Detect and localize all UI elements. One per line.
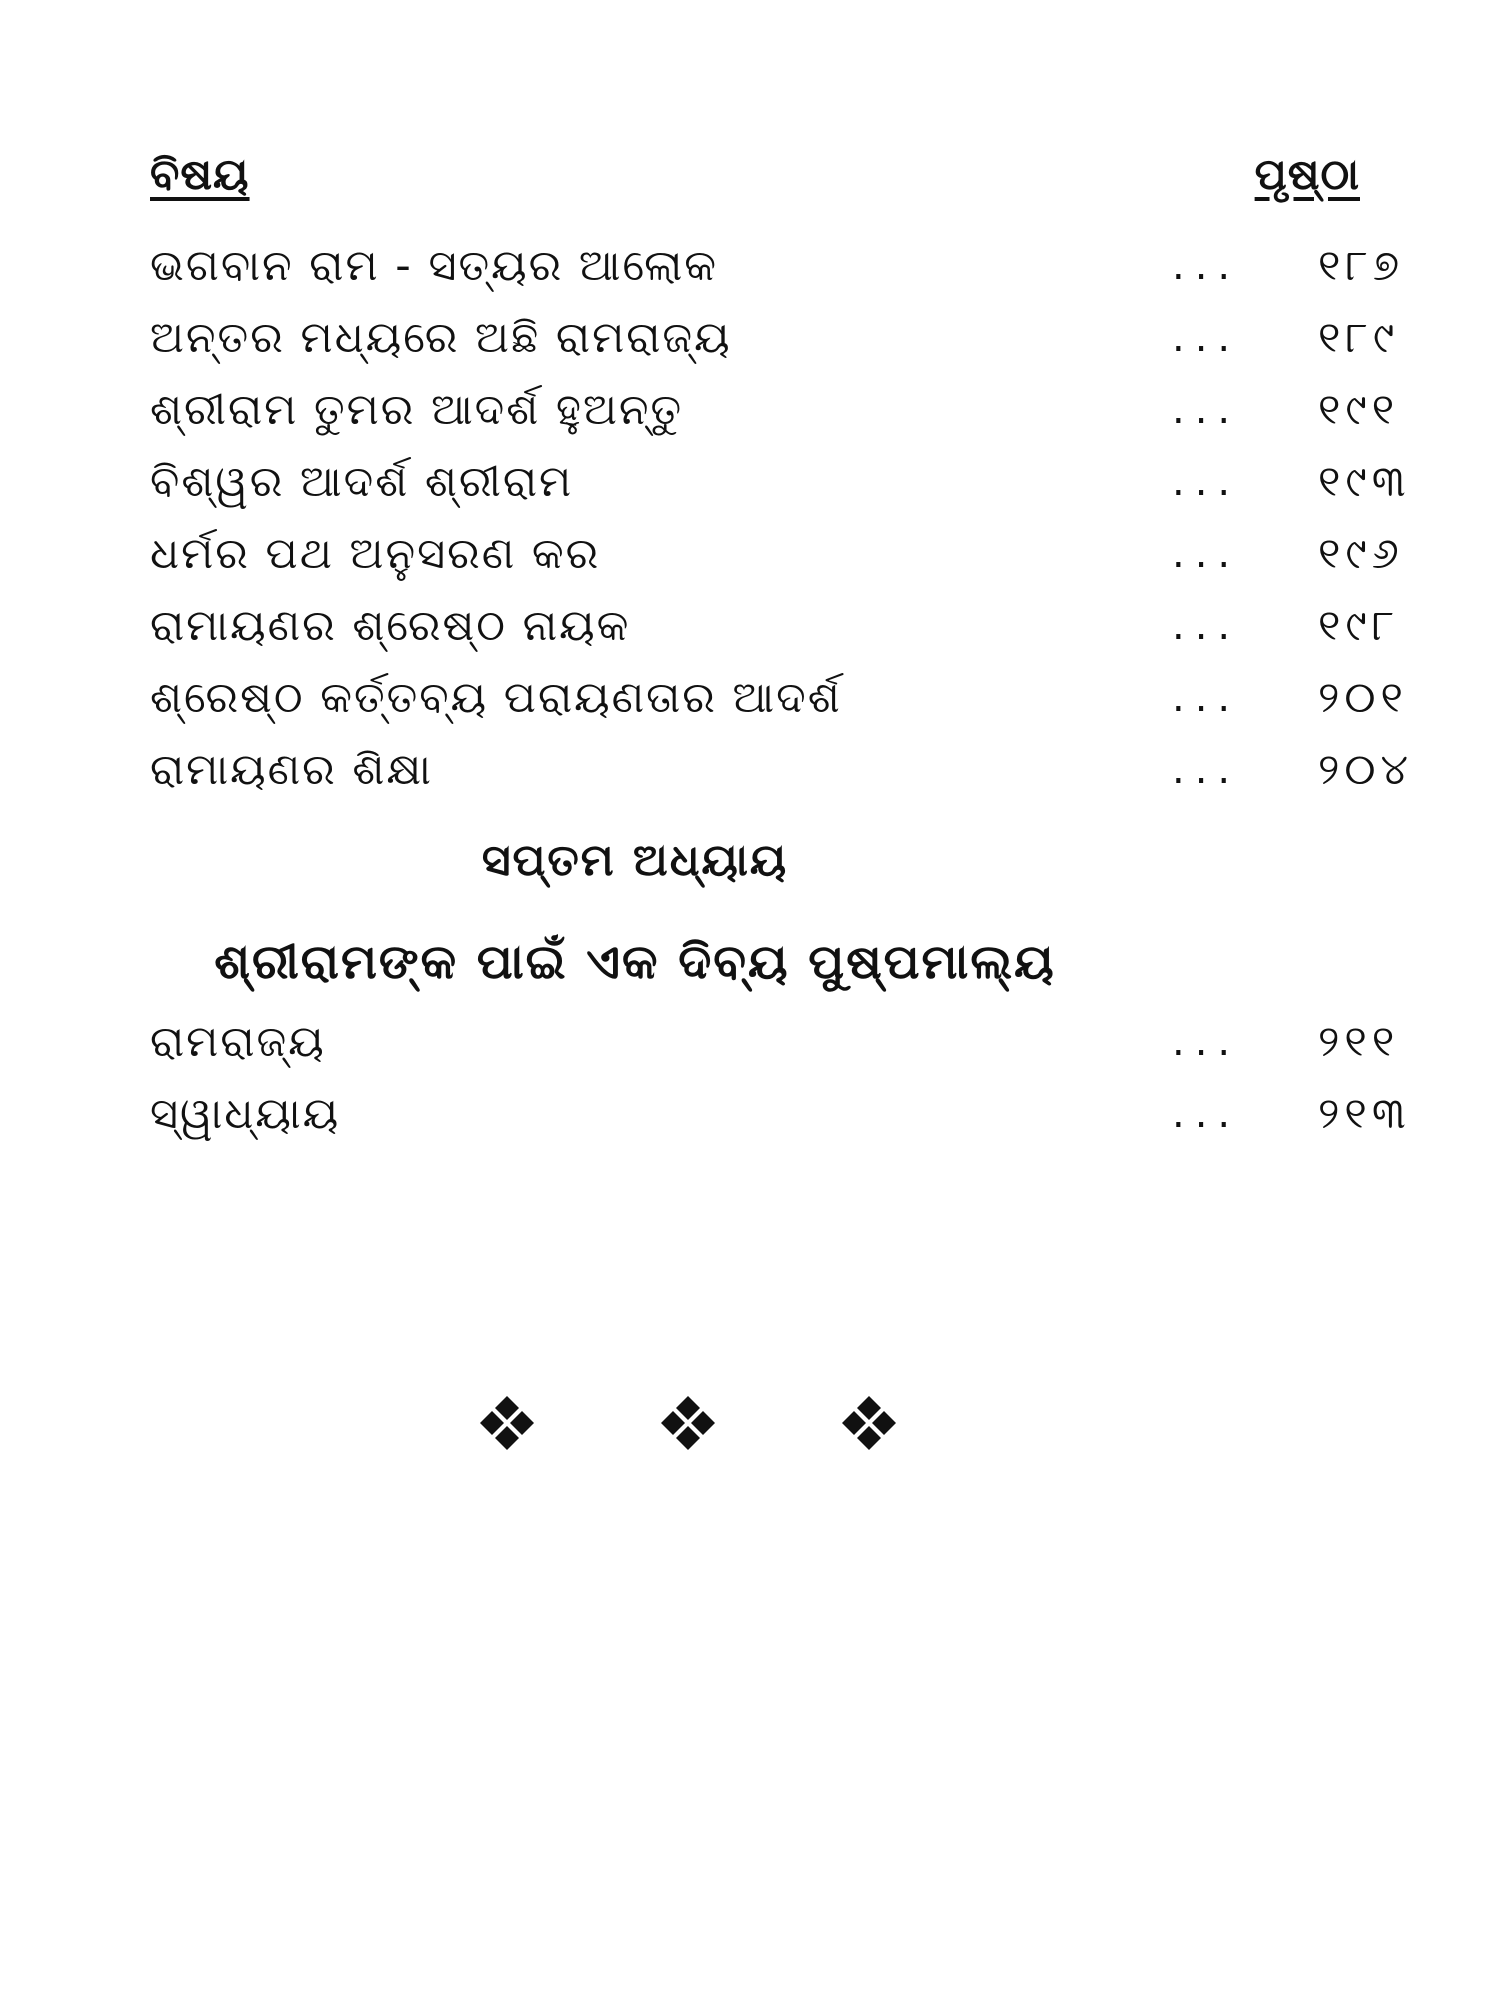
toc-list-first — [150, 236, 1450, 812]
subject-heading: ବିଷୟ — [150, 150, 250, 200]
diamond-cluster-icon — [840, 1394, 898, 1452]
toc-entry-page-number: ୨୦୪ — [1318, 745, 1414, 795]
toc-entry — [150, 524, 1450, 596]
toc-entry — [150, 668, 1450, 740]
chapter-label: ସପ୍ତମ ଅଧ୍ୟାୟ — [481, 835, 789, 886]
toc-list-second — [150, 1012, 1450, 1156]
toc-entry-page-number: ୧୮୭ — [1318, 241, 1405, 291]
toc-entry — [150, 596, 1450, 668]
toc-entry-page-number: ୨୧୩ — [1318, 1089, 1411, 1139]
toc-entry-page-number: ୧୮୯ — [1318, 313, 1400, 363]
toc-entry-page-number: ୧୯୮ — [1318, 601, 1400, 651]
ornament-row — [478, 1394, 918, 1454]
toc-entry-title: ଶ୍ରୀରାମ ତୁମର ଆଦର୍ଶ ହୁଅନ୍ତୁ — [150, 385, 684, 435]
toc-entry-title: ରାମାୟଣର ଶ୍ରେଷ୍ଠ ନାୟକ — [150, 601, 631, 651]
toc-entry-title: ଧର୍ମର ପଥ ଅନୁସରଣ କର — [150, 529, 601, 579]
toc-entry-leader: ... — [1172, 675, 1241, 721]
toc-entry-title: ଭଗବାନ ରାମ - ସତ୍ୟର ଆଲୋକ — [150, 241, 719, 291]
toc-entry-title: ଶ୍ରେଷ୍ଠ କର୍ତ୍ତବ୍ୟ ପରାୟଣତାର ଆଦର୍ଶ — [150, 673, 842, 723]
toc-entry — [150, 1012, 1450, 1084]
toc-entry-leader: ... — [1172, 243, 1241, 289]
toc-entry-page-number: ୨୧୧ — [1318, 1017, 1400, 1067]
toc-entry — [150, 452, 1450, 524]
toc-entry-page-number: ୨୦୧ — [1318, 673, 1408, 723]
toc-entry-title: ସ୍ୱାଧ୍ୟାୟ — [150, 1089, 341, 1139]
toc-entry — [150, 380, 1450, 452]
diamond-cluster-icon — [478, 1394, 536, 1452]
toc-entry-page-number: ୧୯୩ — [1318, 457, 1411, 507]
page-heading: ପୃଷ୍ଠା — [1254, 150, 1360, 200]
toc-entry-page-number: ୧୯୧ — [1318, 385, 1400, 435]
toc-entry — [150, 308, 1450, 380]
toc-entry-title: ଅନ୍ତର ମଧ୍ୟରେ ଅଛି ରାମରାଜ୍ୟ — [150, 313, 732, 363]
toc-header — [150, 150, 1360, 210]
toc-entry-leader: ... — [1172, 531, 1241, 577]
toc-entry-title: ବିଶ୍ୱର ଆଦର୍ଶ ଶ୍ରୀରାମ — [150, 457, 574, 507]
toc-entry-leader: ... — [1172, 1019, 1241, 1065]
toc-entry — [150, 1084, 1450, 1156]
toc-entry-leader: ... — [1172, 315, 1241, 361]
toc-entry-page-number: ୧୯୬ — [1318, 529, 1404, 579]
diamond-cluster-icon — [659, 1394, 717, 1452]
toc-entry-leader: ... — [1172, 747, 1241, 793]
toc-entry — [150, 236, 1450, 308]
toc-entry — [150, 740, 1450, 812]
toc-entry-leader: ... — [1172, 603, 1241, 649]
toc-entry-title: ରାମାୟଣର ଶିକ୍ଷା — [150, 745, 433, 795]
toc-entry-title: ରାମରାଜ୍ୟ — [150, 1017, 326, 1067]
toc-entry-leader: ... — [1172, 1091, 1241, 1137]
toc-entry-leader: ... — [1172, 387, 1241, 433]
chapter-title: ଶ୍ରୀରାମଙ୍କ ପାଇଁ ଏକ ଦିବ୍ୟ ପୁଷ୍ପମାଲ୍ୟ — [214, 934, 1056, 990]
toc-entry-leader: ... — [1172, 459, 1241, 505]
